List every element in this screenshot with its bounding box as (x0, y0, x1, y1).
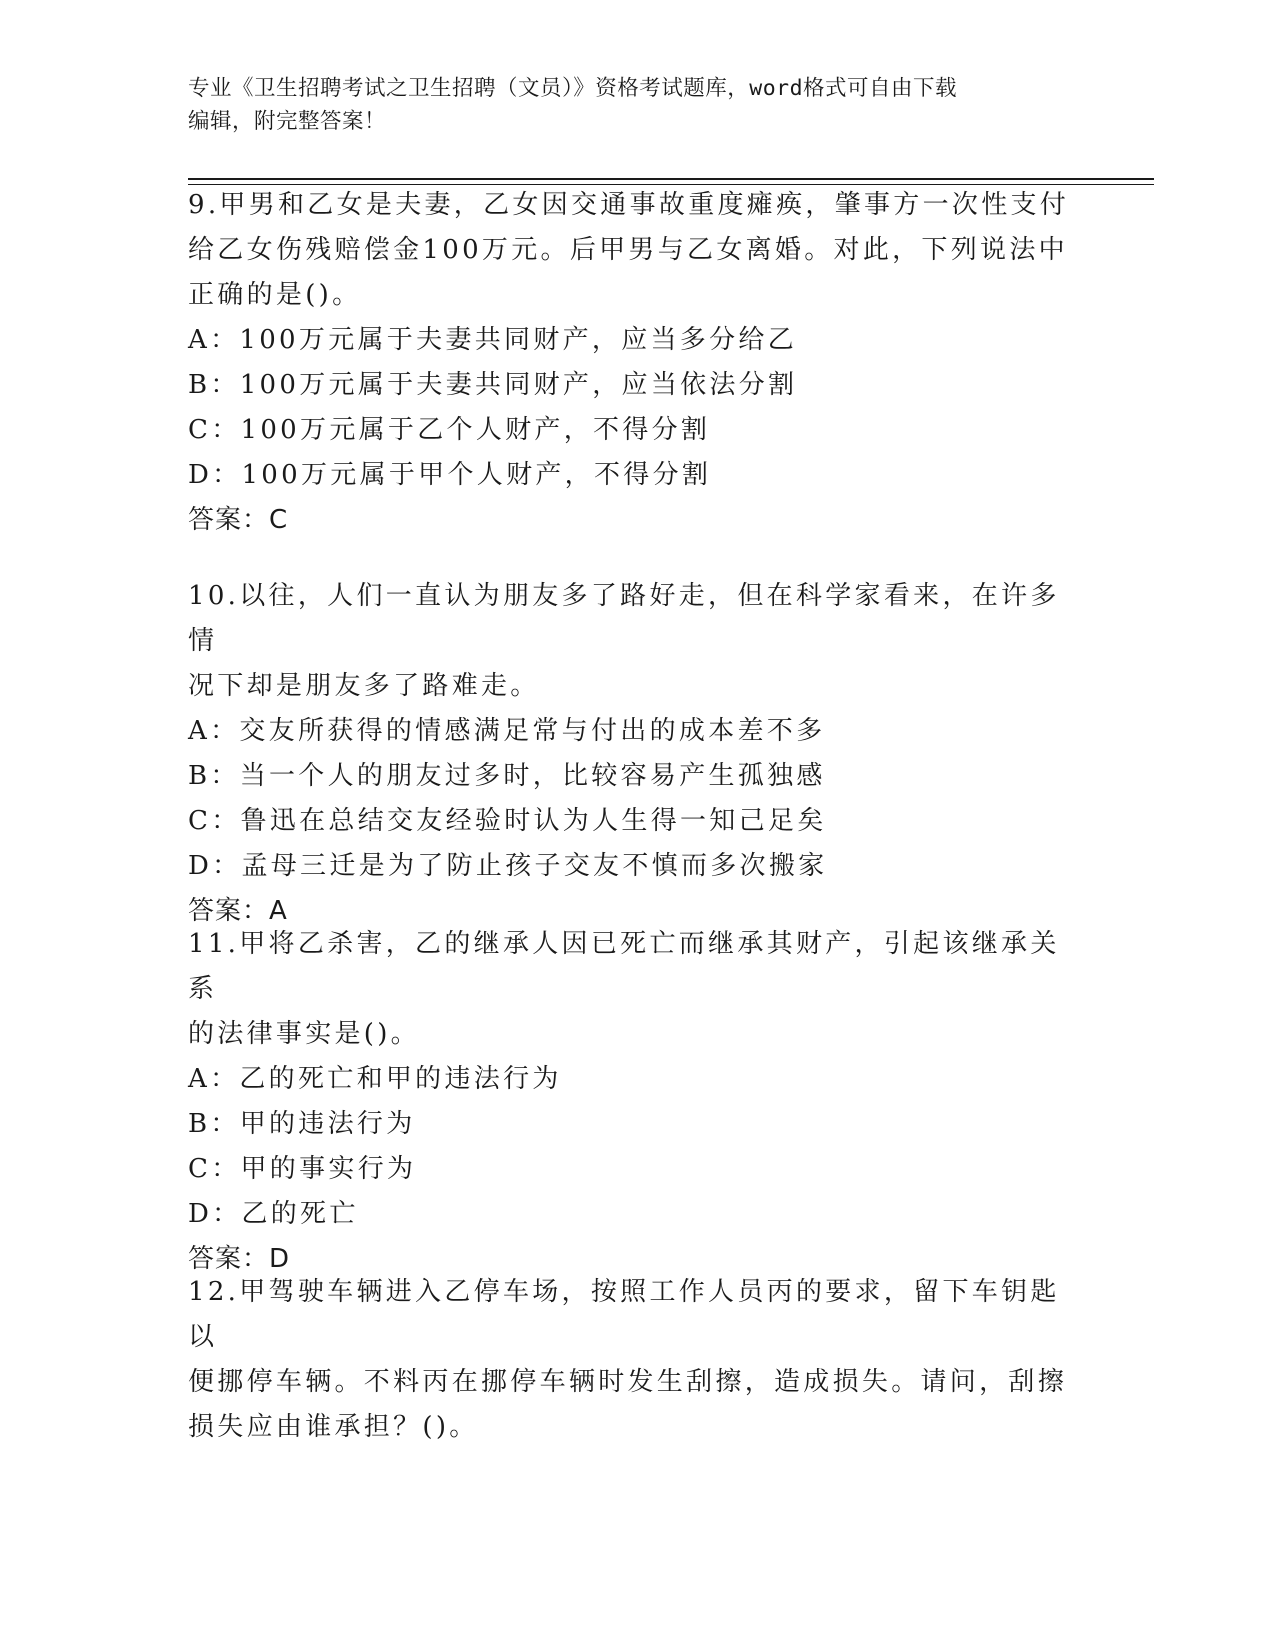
question-text-line: 损失应由谁承担？()。 (188, 1412, 479, 1442)
question-text-line: 正确的是()。 (188, 280, 362, 310)
question-12 (188, 1270, 1088, 1450)
option-b: B：甲的违法行为 (188, 1109, 416, 1139)
option-d: D：100万元属于甲个人财产，不得分割 (188, 460, 712, 490)
option-a: A：100万元属于夫妻共同财产，应当多分给乙 (188, 325, 798, 355)
option-d: D：孟母三迁是为了防止孩子交友不慎而多次搬家 (188, 851, 828, 881)
question-9 (188, 183, 1088, 543)
document-header (188, 72, 1088, 138)
option-b: B：当一个人的朋友过多时，比较容易产生孤独感 (188, 761, 826, 791)
header-divider-thick (188, 178, 1154, 180)
question-text-line: 便挪停车辆。不料丙在挪停车辆时发生刮擦，造成损失。请问，刮擦 (188, 1367, 1068, 1397)
option-a: A：乙的死亡和甲的违法行为 (188, 1064, 562, 1094)
question-text-line: 11.甲将乙杀害，乙的继承人因已死亡而继承其财产，引起该继承关系 (188, 929, 1060, 1004)
question-text-line: 况下却是朋友多了路难走。 (188, 671, 540, 701)
option-b: B：100万元属于夫妻共同财产，应当依法分割 (188, 370, 798, 400)
question-text-line: 9.甲男和乙女是夫妻，乙女因交通事故重度瘫痪，肇事方一次性支付 (188, 190, 1070, 220)
question-text-line: 12.甲驾驶车辆进入乙停车场，按照工作人员丙的要求，留下车钥匙以 (188, 1277, 1060, 1352)
answer: 答案：C (188, 505, 289, 535)
answer: 答案：A (188, 896, 288, 926)
header-line-2: 编辑，附完整答案！ (188, 109, 387, 134)
answer: 答案：D (188, 1244, 291, 1274)
question-text-line: 给乙女伤残赔偿金100万元。后甲男与乙女离婚。对此，下列说法中 (188, 235, 1068, 265)
question-text-line: 10.以往，人们一直认为朋友多了路好走，但在科学家看来，在许多情 (188, 581, 1060, 656)
option-c: C：甲的事实行为 (188, 1154, 417, 1184)
option-a: A：交友所获得的情感满足常与付出的成本差不多 (188, 716, 826, 746)
header-line-1: 专业《卫生招聘考试之卫生招聘（文员）》资格考试题库，word格式可自由下载 (188, 76, 958, 101)
question-10 (188, 574, 1088, 934)
option-c: C：100万元属于乙个人财产，不得分割 (188, 415, 711, 445)
question-text-line: 的法律事实是()。 (188, 1019, 420, 1049)
option-c: C：鲁迅在总结交友经验时认为人生得一知己足矣 (188, 806, 827, 836)
question-11 (188, 922, 1088, 1282)
option-d: D：乙的死亡 (188, 1199, 359, 1229)
